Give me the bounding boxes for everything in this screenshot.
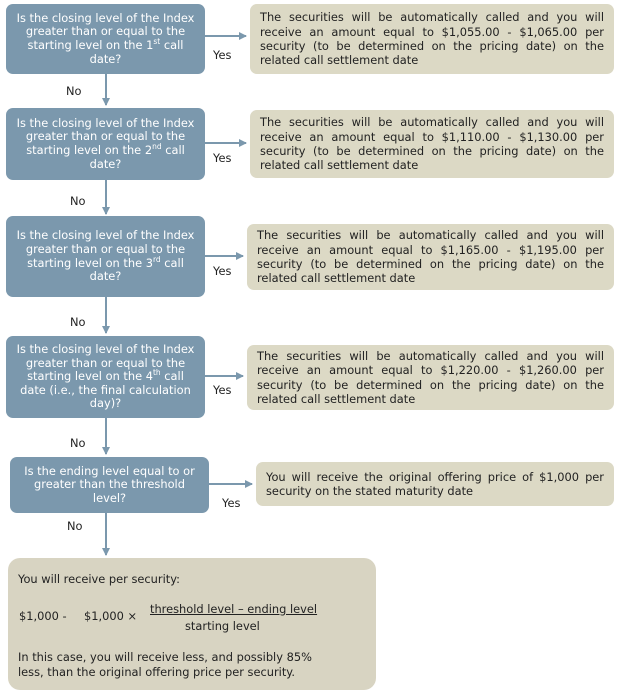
answer-box-5: You will receive the original offering price of $1,000 per security on the stated maturity date <box>256 462 614 506</box>
question-box-4: Is the closing level of the Index greater than or equal to the starting level on the 4th call date (i.e., the final calculation day)? <box>6 336 205 418</box>
formula-denominator: starting level <box>185 619 260 633</box>
no-label-2: No <box>70 194 86 208</box>
answer-box-3: The securities will be automatically called and you will receive an amount equal to $1,165.00 - $1,195.00 per security (to be determined on the pricing date) on the related call settlement date <box>247 224 614 290</box>
no-label-3: No <box>70 315 86 329</box>
yes-label-2: Yes <box>213 151 232 165</box>
answer-box-4: The securities will be automatically called and you will receive an amount equal to $1,220.00 - $1,260.00 per security (to be determined on the pricing date) on the related call settlement date <box>247 345 614 410</box>
question-box-5: Is the ending level equal to or greater than the threshold level? <box>10 457 209 513</box>
no-label-4: No <box>70 436 86 450</box>
no-label-1: No <box>66 84 82 98</box>
question-box-1: Is the closing level of the Index greater than or equal to the starting level on the 1st call date? <box>6 4 205 74</box>
final-intro: You will receive per security: <box>18 572 180 586</box>
answer-box-2: The securities will be automatically called and you will receive an amount equal to $1,110.00 - $1,130.00 per security (to be determined on the pricing date) on the related call settlement date <box>250 110 614 178</box>
answer-box-1: The securities will be automatically called and you will receive an amount equal to $1,055.00 - $1,065.00 per security (to be determined on the pricing date) on the related call settlement date <box>250 4 614 74</box>
yes-label-1: Yes <box>213 48 232 62</box>
formula-numerator: threshold level – ending level <box>150 602 318 616</box>
yes-label-4: Yes <box>213 383 232 397</box>
final-note: In this case, you will receive less, and possibly 85% less, than the original offering price per security. <box>18 650 312 679</box>
no-label-5: No <box>67 519 83 533</box>
yes-label-3: Yes <box>213 264 232 278</box>
question-box-2: Is the closing level of the Index greater than or equal to the starting level on the 2nd call date? <box>6 108 205 180</box>
formula-lead: $1,000 - <box>19 609 67 623</box>
formula-inner: $1,000 × <box>84 609 138 623</box>
question-box-3: Is the closing level of the Index greater than or equal to the starting level on the 3rd call date? <box>6 216 205 297</box>
yes-label-5: Yes <box>222 496 241 510</box>
